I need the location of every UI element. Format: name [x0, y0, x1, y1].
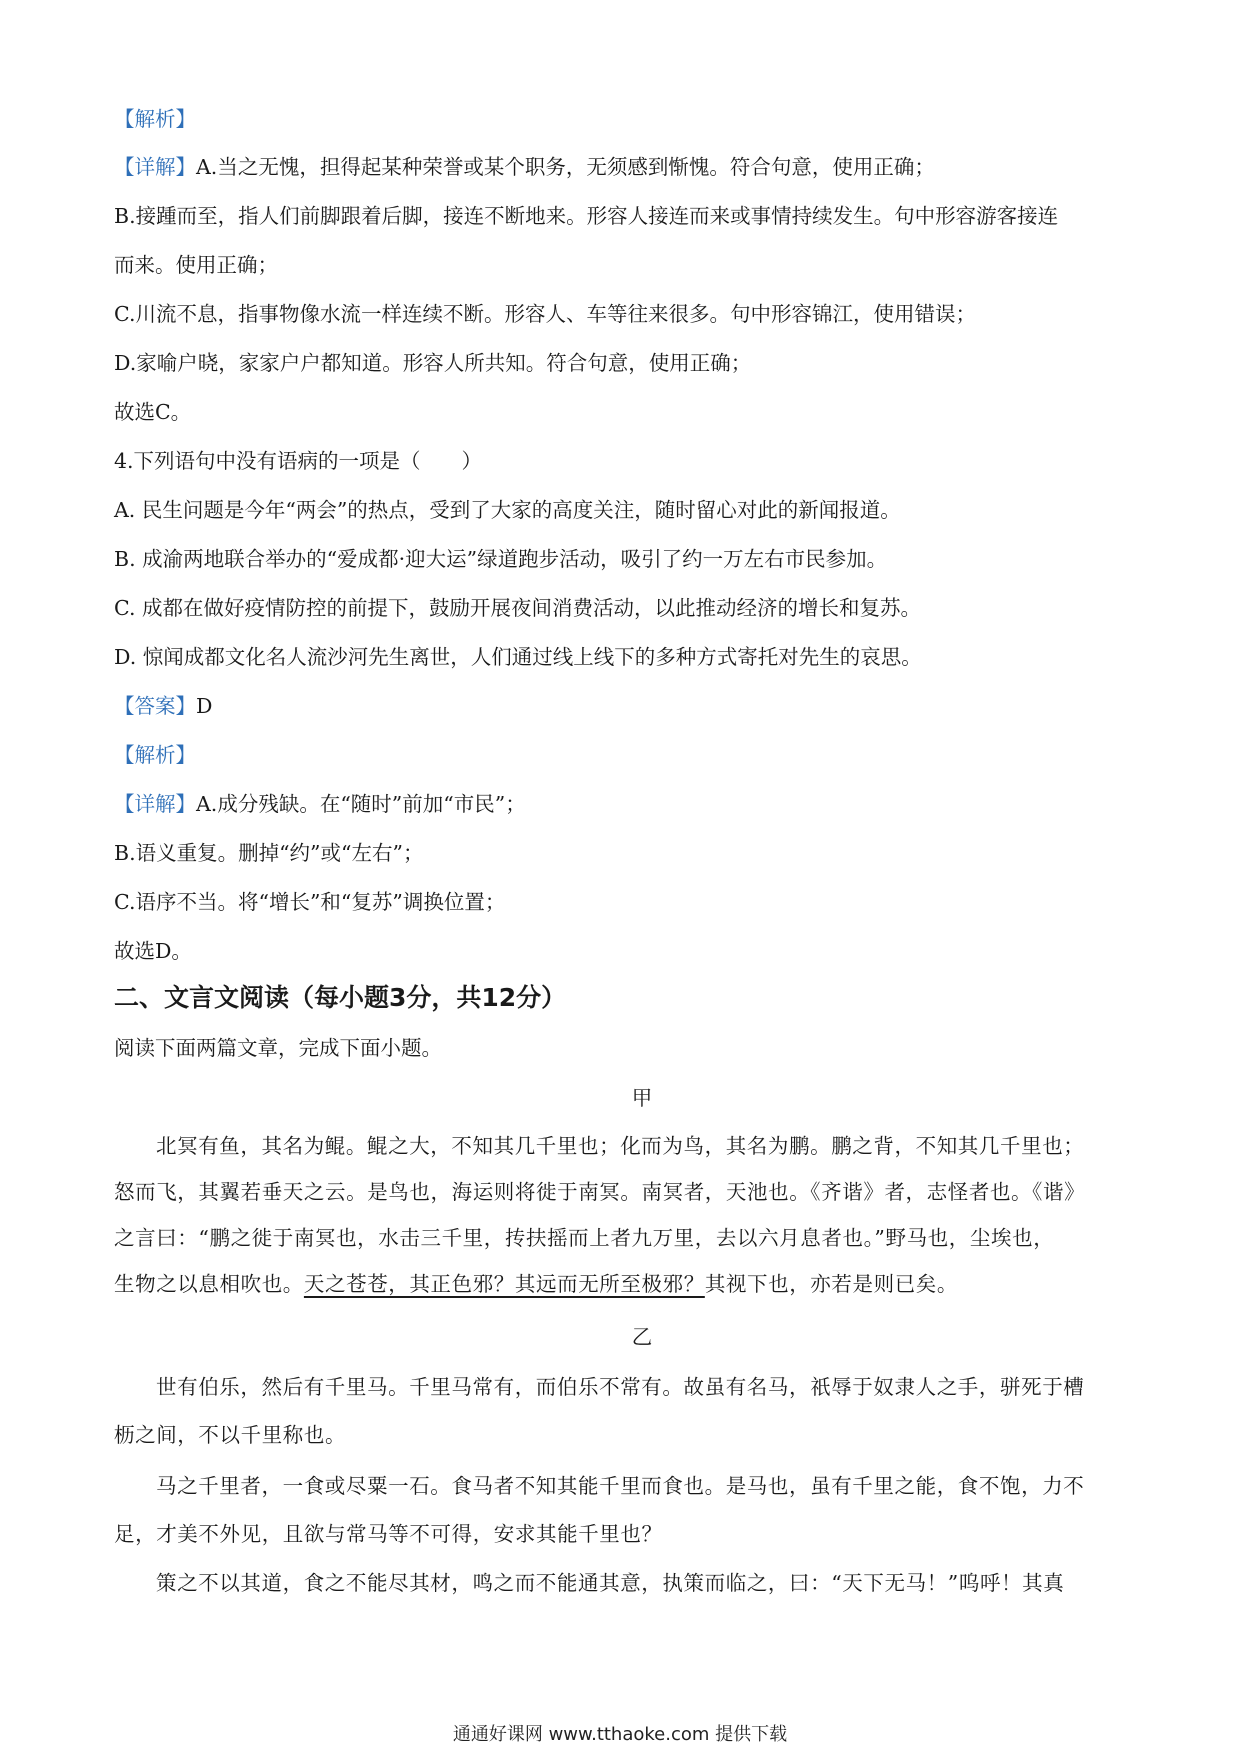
detail-line-c: C.川流不息，指事物像水流一样连续不断。形容人、车等往来很多。句中形容锦江，使用错误； [114, 302, 976, 326]
passage-jia-line-4 [114, 1269, 1140, 1299]
jia-underlined-sentence: 天之苍苍，其正色邪？其远而无所至极邪？ [303, 1272, 705, 1296]
passage-yi-p2-line-2: 足，才美不外见，且欲与常马等不可得，安求其能千里也？ [114, 1522, 663, 1546]
passage-yi-heading: 乙 [631, 1325, 653, 1349]
detail-line-b1: B.接踵而至，指人们前脚跟着后脚，接连不断地来。形容人接连而来或事情持续发生。句中形容游客接连 [114, 204, 1059, 228]
question-option-d: D. 惊闻成都文化名人流沙河先生离世，人们通过线上线下的多种方式寄托对先生的哀思。 [114, 645, 922, 669]
section-title: 二、文言文阅读（每小题3分，共12分） [114, 983, 567, 1012]
passage-jia-line-2: 怒而飞，其翼若垂天之云。是鸟也，海运则将徙于南冥。南冥者，天池也。《齐谐》者，志怪者也。《谐》 [114, 1180, 1086, 1204]
q4-detail-a [114, 789, 1140, 819]
question-option-b: B. 成渝两地联合举办的“爱成都·迎大运”绿道跑步活动，吸引了约一万左右市民参加。 [114, 547, 888, 571]
detail-a-text: A.当之无愧，担得起某种荣誉或某个职务，无须感到惭愧。符合句意，使用正确； [196, 155, 935, 179]
passage-jia-line-3: 之言曰：“鹏之徙于南冥也，水击三千里，抟扶摇而上者九万里，去以六月息者也。”野马也，尘埃也， [114, 1226, 1055, 1250]
jia-last-pre: 生物之以息相吹也。 [114, 1272, 304, 1296]
section-instruction: 阅读下面两篇文章，完成下面小题。 [114, 1036, 442, 1060]
detail-line-d: D.家喻户晓，家家户户都知道。形容人所共知。符合句意，使用正确； [114, 351, 752, 375]
passage-yi-p3-line-1: 策之不以其道，食之不能尽其材，鸣之而不能通其意，执策而临之，曰：“天下无马！”呜呼！其真 [156, 1571, 1065, 1595]
question-option-c: C. 成都在做好疫情防控的前提下，鼓励开展夜间消费活动，以此推动经济的增长和复苏。 [114, 596, 921, 620]
answer-tag: 【答案】 [114, 694, 196, 718]
passage-yi-p1-line-1: 世有伯乐，然后有千里马。千里马常有，而伯乐不常有。故虽有名马，祇辱于奴隶人之手，骈死于槽 [156, 1375, 1085, 1399]
jia-last-post: 其视下也，亦若是则已矣。 [704, 1272, 959, 1296]
answer-line [114, 691, 1140, 721]
question-option-a: A. 民生问题是今年“两会”的热点，受到了大家的高度关注，随时留心对此的新闻报道。 [114, 498, 901, 522]
passage-yi-p2-line-1: 马之千里者，一食或尽粟一石。食马者不知其能千里而食也。是马也，虽有千里之能，食不饱，力不 [156, 1474, 1085, 1498]
detail-line-b2: 而来。使用正确； [114, 253, 278, 277]
passage-jia-heading: 甲 [631, 1086, 653, 1110]
q4-detail-a-text: A.成分残缺。在“随时”前加“市民”； [196, 792, 526, 816]
q4-detail-c: C.语序不当。将“增长”和“复苏”调换位置； [114, 890, 506, 914]
analysis-tag: 【解析】 [114, 107, 196, 131]
passage-yi-p1-line-2: 枥之间，不以千里称也。 [114, 1423, 347, 1447]
q4-detail-b: B.语义重复。删掉“约”或“左右”； [114, 841, 424, 865]
question-stem: 4.下列语句中没有语病的一项是（ ） [114, 449, 483, 473]
detail-tag-q4: 【详解】 [114, 792, 196, 816]
page-footer: 通通好课网 www.tthaoke.com 提供下载 [452, 1724, 788, 1745]
analysis-tag-q4: 【解析】 [114, 743, 196, 767]
detail-tag: 【详解】 [114, 155, 196, 179]
detail-line-a [114, 152, 1140, 182]
passage-jia-line-1: 北冥有鱼，其名为鲲。鲲之大，不知其几千里也；化而为鸟，其名为鹏。鹏之背，不知其几千里也； [156, 1134, 1085, 1158]
choice-line: 故选C。 [114, 400, 192, 424]
q4-choice: 故选D。 [114, 939, 192, 963]
answer-value: D [196, 694, 213, 718]
